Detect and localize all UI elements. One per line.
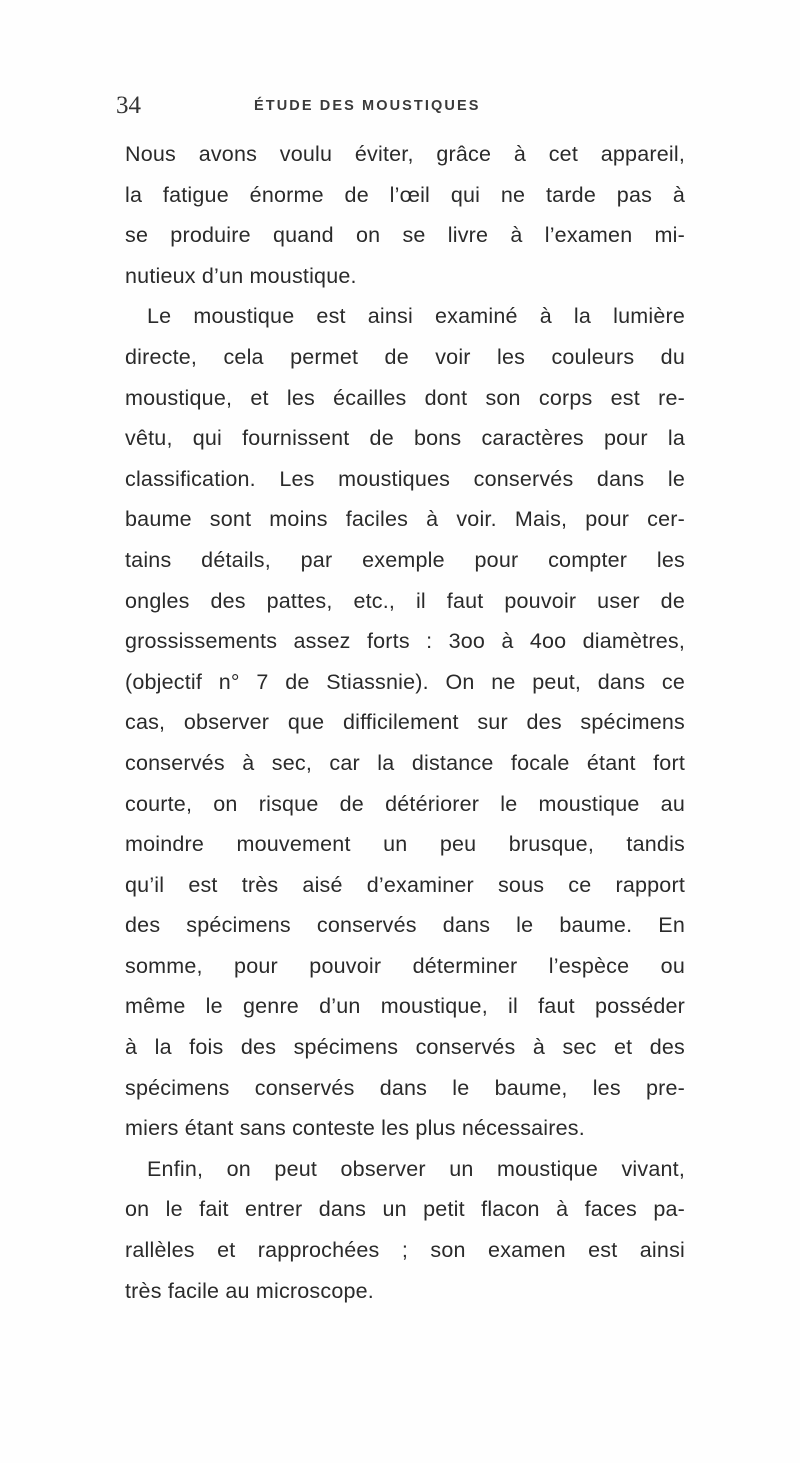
text-line: moustique, et les écailles dont son corps est re- <box>125 385 685 410</box>
text-line: grossissements assez forts : 3oo à 4oo diamètres, <box>125 629 685 654</box>
running-title: ÉTUDE DES MOUSTIQUES <box>254 98 481 114</box>
text-line: on le fait entrer dans un petit flacon à faces pa- <box>125 1197 685 1222</box>
text-line: classification. Les moustiques conservés dans le <box>125 466 685 491</box>
text-line: même le genre d’un moustique, il faut posséder <box>125 994 685 1019</box>
text-line: conservés à sec, car la distance focale étant fort <box>125 750 685 775</box>
text-line: tains détails, par exemple pour compter les <box>125 547 685 572</box>
text-line: Enfin, on peut observer un moustique vivant, <box>147 1156 685 1181</box>
text-line: rallèles et rapprochées ; son examen est ainsi <box>125 1238 685 1263</box>
text-line: directe, cela permet de voir les couleurs du <box>125 344 685 369</box>
page-number: 34 <box>116 92 141 119</box>
text-line: miers étant sans conteste les plus nécessaires. <box>125 1116 585 1141</box>
text-line: Le moustique est ainsi examiné à la lumière <box>147 304 685 329</box>
text-line: ongles des pattes, etc., il faut pouvoir user de <box>125 588 685 613</box>
body-text <box>125 134 685 1311</box>
text-line: la fatigue énorme de l’œil qui ne tarde pas à <box>125 182 685 207</box>
text-line: somme, pour pouvoir déterminer l’espèce ou <box>125 953 685 978</box>
text-line: se produire quand on se livre à l’examen mi- <box>125 223 685 248</box>
text-line: à la fois des spécimens conservés à sec et des <box>125 1035 685 1060</box>
text-line: cas, observer que difficilement sur des spécimens <box>125 710 685 735</box>
text-line: très facile au microscope. <box>125 1278 374 1303</box>
text-line: qu’il est très aisé d’examiner sous ce rapport <box>125 872 685 897</box>
text-line: vêtu, qui fournissent de bons caractères pour la <box>125 426 685 451</box>
text-line: nutieux d’un moustique. <box>125 263 357 288</box>
text-line: baume sont moins faciles à voir. Mais, pour cer- <box>125 507 685 532</box>
text-line: des spécimens conservés dans le baume. En <box>125 913 685 938</box>
text-line: spécimens conservés dans le baume, les pre- <box>125 1075 685 1100</box>
running-head <box>116 92 686 122</box>
text-line: courte, on risque de détériorer le moustique au <box>125 791 685 816</box>
text-line: moindre mouvement un peu brusque, tandis <box>125 832 685 857</box>
text-line: (objectif n° 7 de Stiassnie). On ne peut, dans ce <box>125 669 685 694</box>
text-line: Nous avons voulu éviter, grâce à cet appareil, <box>125 142 685 166</box>
